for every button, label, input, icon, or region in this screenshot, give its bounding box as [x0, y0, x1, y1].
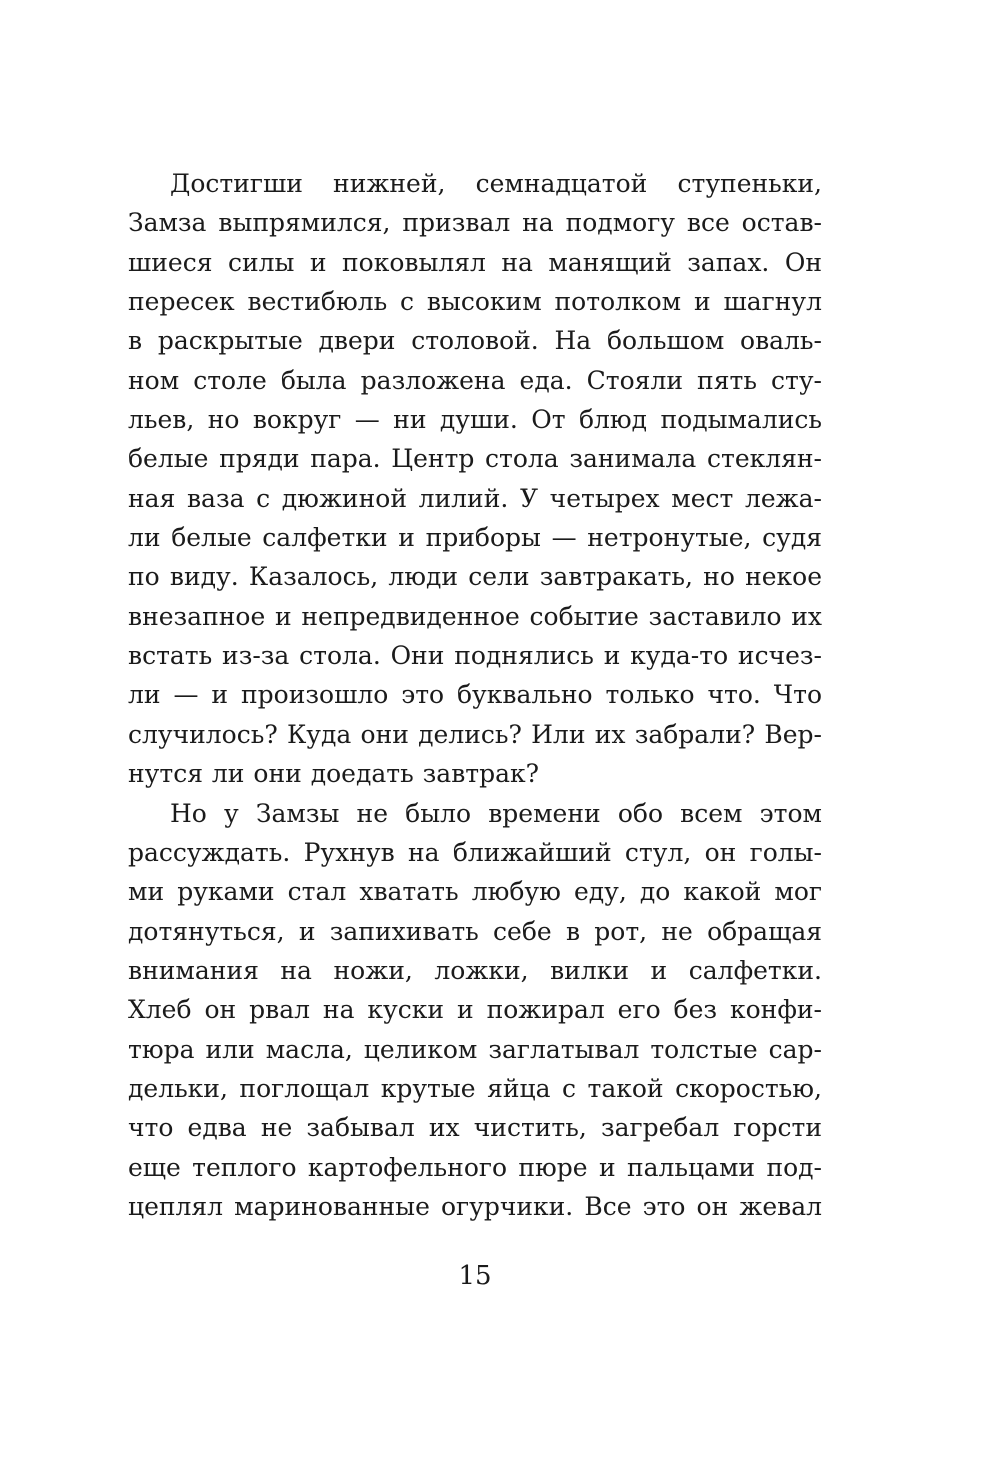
text-line: цеплял маринованные огурчики. Все это он жевал — [128, 1191, 822, 1221]
text-line: случилось? Куда они делись? Или их забрали? Вер- — [128, 719, 822, 749]
text-line: рассуждать. Рухнув на ближайший стул, он голы- — [128, 837, 822, 867]
text-line: дотянуться, и запихивать себе в рот, не обращая — [128, 916, 822, 946]
text-line: встать из-за стола. Они поднялись и куда-то исчез- — [128, 641, 822, 671]
text-line: по виду. Казалось, люди сели завтракать, но некое — [128, 562, 822, 592]
text-line: ми руками стал хватать любую еду, до какой мог — [128, 877, 822, 907]
text-line: ная ваза с дюжиной лилий. У четырех мест лежа- — [128, 483, 822, 513]
text-line: что едва не забывал их чистить, загребал горсти — [128, 1113, 822, 1143]
text-line: льев, но вокруг — ни души. От блюд подымались — [128, 405, 822, 435]
text-line: ном столе была разложена еда. Стояли пять сту- — [128, 365, 822, 395]
text-line: внезапное и непредвиденное событие заставило их — [128, 601, 822, 631]
text-line: ли белые салфетки и приборы — нетронутые, судя — [128, 523, 822, 553]
text-line: ли — и произошло это буквально только что. Что — [128, 680, 822, 710]
text-line: белые пряди пара. Центр стола занимала стеклян- — [128, 444, 822, 474]
text-line: Хлеб он рвал на куски и пожирал его без конфи- — [128, 995, 822, 1025]
text-line: внимания на ножи, ложки, вилки и салфетки. — [128, 955, 822, 985]
text-line: дельки, поглощал крутые яйца с такой скоростью, — [128, 1073, 822, 1103]
text-line: пересек вестибюль с высоким потолком и шагнул — [128, 287, 822, 317]
text-line: шиеся силы и поковылял на манящий запах. Он — [128, 247, 822, 277]
text-line: в раскрытые двери столовой. На большом оваль- — [128, 326, 822, 356]
text-line: нутся ли они доедать завтрак? — [128, 759, 540, 789]
paragraph-2 — [128, 794, 822, 1227]
text-line: еще теплого картофельного пюре и пальцами под- — [128, 1152, 822, 1182]
page-number: 15 — [458, 1261, 492, 1291]
text-line: тюра или масла, целиком заглатывал толстые сар- — [128, 1034, 822, 1064]
text-line: Замза выпрямился, призвал на подмогу все остав- — [128, 208, 822, 238]
paragraph-1 — [128, 164, 822, 794]
text-line: Достигши нижней, семнадцатой ступеньки, — [170, 169, 822, 198]
text-line: Но у Замзы не было времени обо всем этом — [170, 798, 822, 828]
page-text — [128, 164, 822, 1226]
